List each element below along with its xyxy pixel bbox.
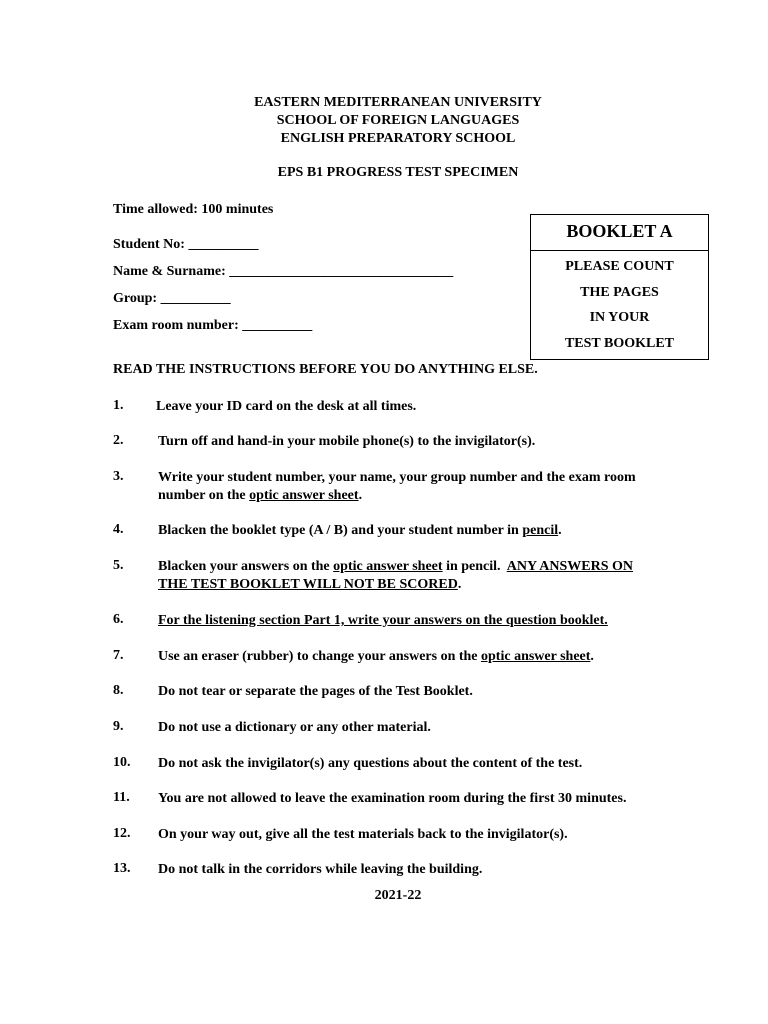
university-name: EASTERN MEDITERRANEAN UNIVERSITY (254, 95, 542, 110)
instruction-text: Do not tear or separate the pages of the Test Booklet. (158, 684, 473, 699)
underlined-text: THE TEST BOOKLET WILL NOT BE SCORED (158, 577, 458, 592)
instruction-text: Do not use a dictionary or any other material. (158, 720, 431, 735)
instruction-text-segment: Use an eraser (rubber) to change your answers on the (158, 649, 482, 664)
name-surname-field: Name & Surname: ________________________________ (113, 264, 454, 279)
booklet-box (530, 214, 709, 360)
instruction-text-segment: number on the (158, 488, 250, 503)
instruction-text-line: Write your student number, your name, your group number and the exam room (158, 470, 636, 485)
test-title: EPS B1 PROGRESS TEST SPECIMEN (277, 165, 519, 180)
program-name: ENGLISH PREPARATORY SCHOOL (280, 131, 516, 146)
instruction-number: 1. (113, 398, 124, 413)
instruction-number: 8. (113, 683, 124, 698)
instruction-text-segment: Blacken your answers on the (158, 559, 334, 574)
instruction-text (158, 612, 698, 630)
instruction-text-segment: . (457, 577, 462, 592)
instruction-number: 13. (113, 861, 131, 876)
underlined-text: optic answer sheet (249, 488, 359, 503)
booklet-line: PLEASE COUNT (565, 259, 674, 274)
underlined-text: For the listening section Part 1, write your answers on the question booklet. (158, 613, 608, 628)
instruction-number: 7. (113, 648, 124, 663)
document-header (0, 94, 768, 148)
school-name: SCHOOL OF FOREIGN LANGUAGES (276, 113, 520, 128)
instruction-text: Leave your ID card on the desk at all times. (156, 399, 417, 414)
instruction-text (158, 469, 698, 505)
student-no-field: Student No: __________ (113, 237, 259, 252)
instruction-number: 9. (113, 719, 124, 734)
instruction-number: 6. (113, 612, 124, 627)
instruction-text (158, 558, 698, 594)
instruction-number: 11. (113, 790, 130, 805)
time-allowed: Time allowed: 100 minutes (113, 202, 274, 217)
group-field: Group: __________ (113, 291, 231, 306)
instruction-text-segment: . (358, 488, 363, 503)
booklet-line: TEST BOOKLET (564, 335, 675, 351)
booklet-notice (531, 251, 708, 356)
instruction-text: Do not talk in the corridors while leaving the building. (158, 862, 483, 877)
underlined-text: optic answer sheet (333, 559, 443, 574)
instruction-text-segment: . (590, 649, 594, 664)
instruction-text-segment: in pencil. (442, 559, 507, 574)
instruction-number: 12. (113, 826, 131, 841)
instruction-number: 2. (113, 433, 124, 448)
underlined-text: optic answer sheet (481, 649, 591, 664)
instruction-text-segment: Blacken the booklet type (A / B) and your student number in (158, 523, 523, 538)
instruction-text: Turn off and hand-in your mobile phone(s) to the invigilator(s). (158, 434, 536, 449)
exam-room-field: Exam room number: __________ (113, 318, 313, 333)
underlined-text: pencil (522, 523, 559, 538)
instruction-text: Do not ask the invigilator(s) any questions about the content of the test. (158, 756, 583, 771)
instruction-text: On your way out, give all the test materials back to the invigilator(s). (158, 827, 568, 842)
instruction-text-segment: . (558, 523, 562, 538)
instructions-heading: READ THE INSTRUCTIONS BEFORE YOU DO ANYTHING ELSE. (113, 362, 538, 377)
instruction-text (158, 522, 698, 540)
instruction-number: 4. (113, 522, 124, 537)
instruction-number: 3. (113, 469, 124, 484)
instruction-text: You are not allowed to leave the examination room during the first 30 minutes. (158, 791, 627, 806)
instruction-number: 10. (113, 755, 131, 770)
booklet-line: IN YOUR (589, 310, 650, 325)
instruction-number: 5. (113, 558, 124, 573)
booklet-title: BOOKLET A (531, 215, 708, 251)
booklet-line: THE PAGES (580, 284, 659, 300)
underlined-text: ANY ANSWERS ON (506, 559, 634, 574)
instruction-text (158, 648, 698, 666)
academic-year: 2021-22 (374, 888, 422, 903)
